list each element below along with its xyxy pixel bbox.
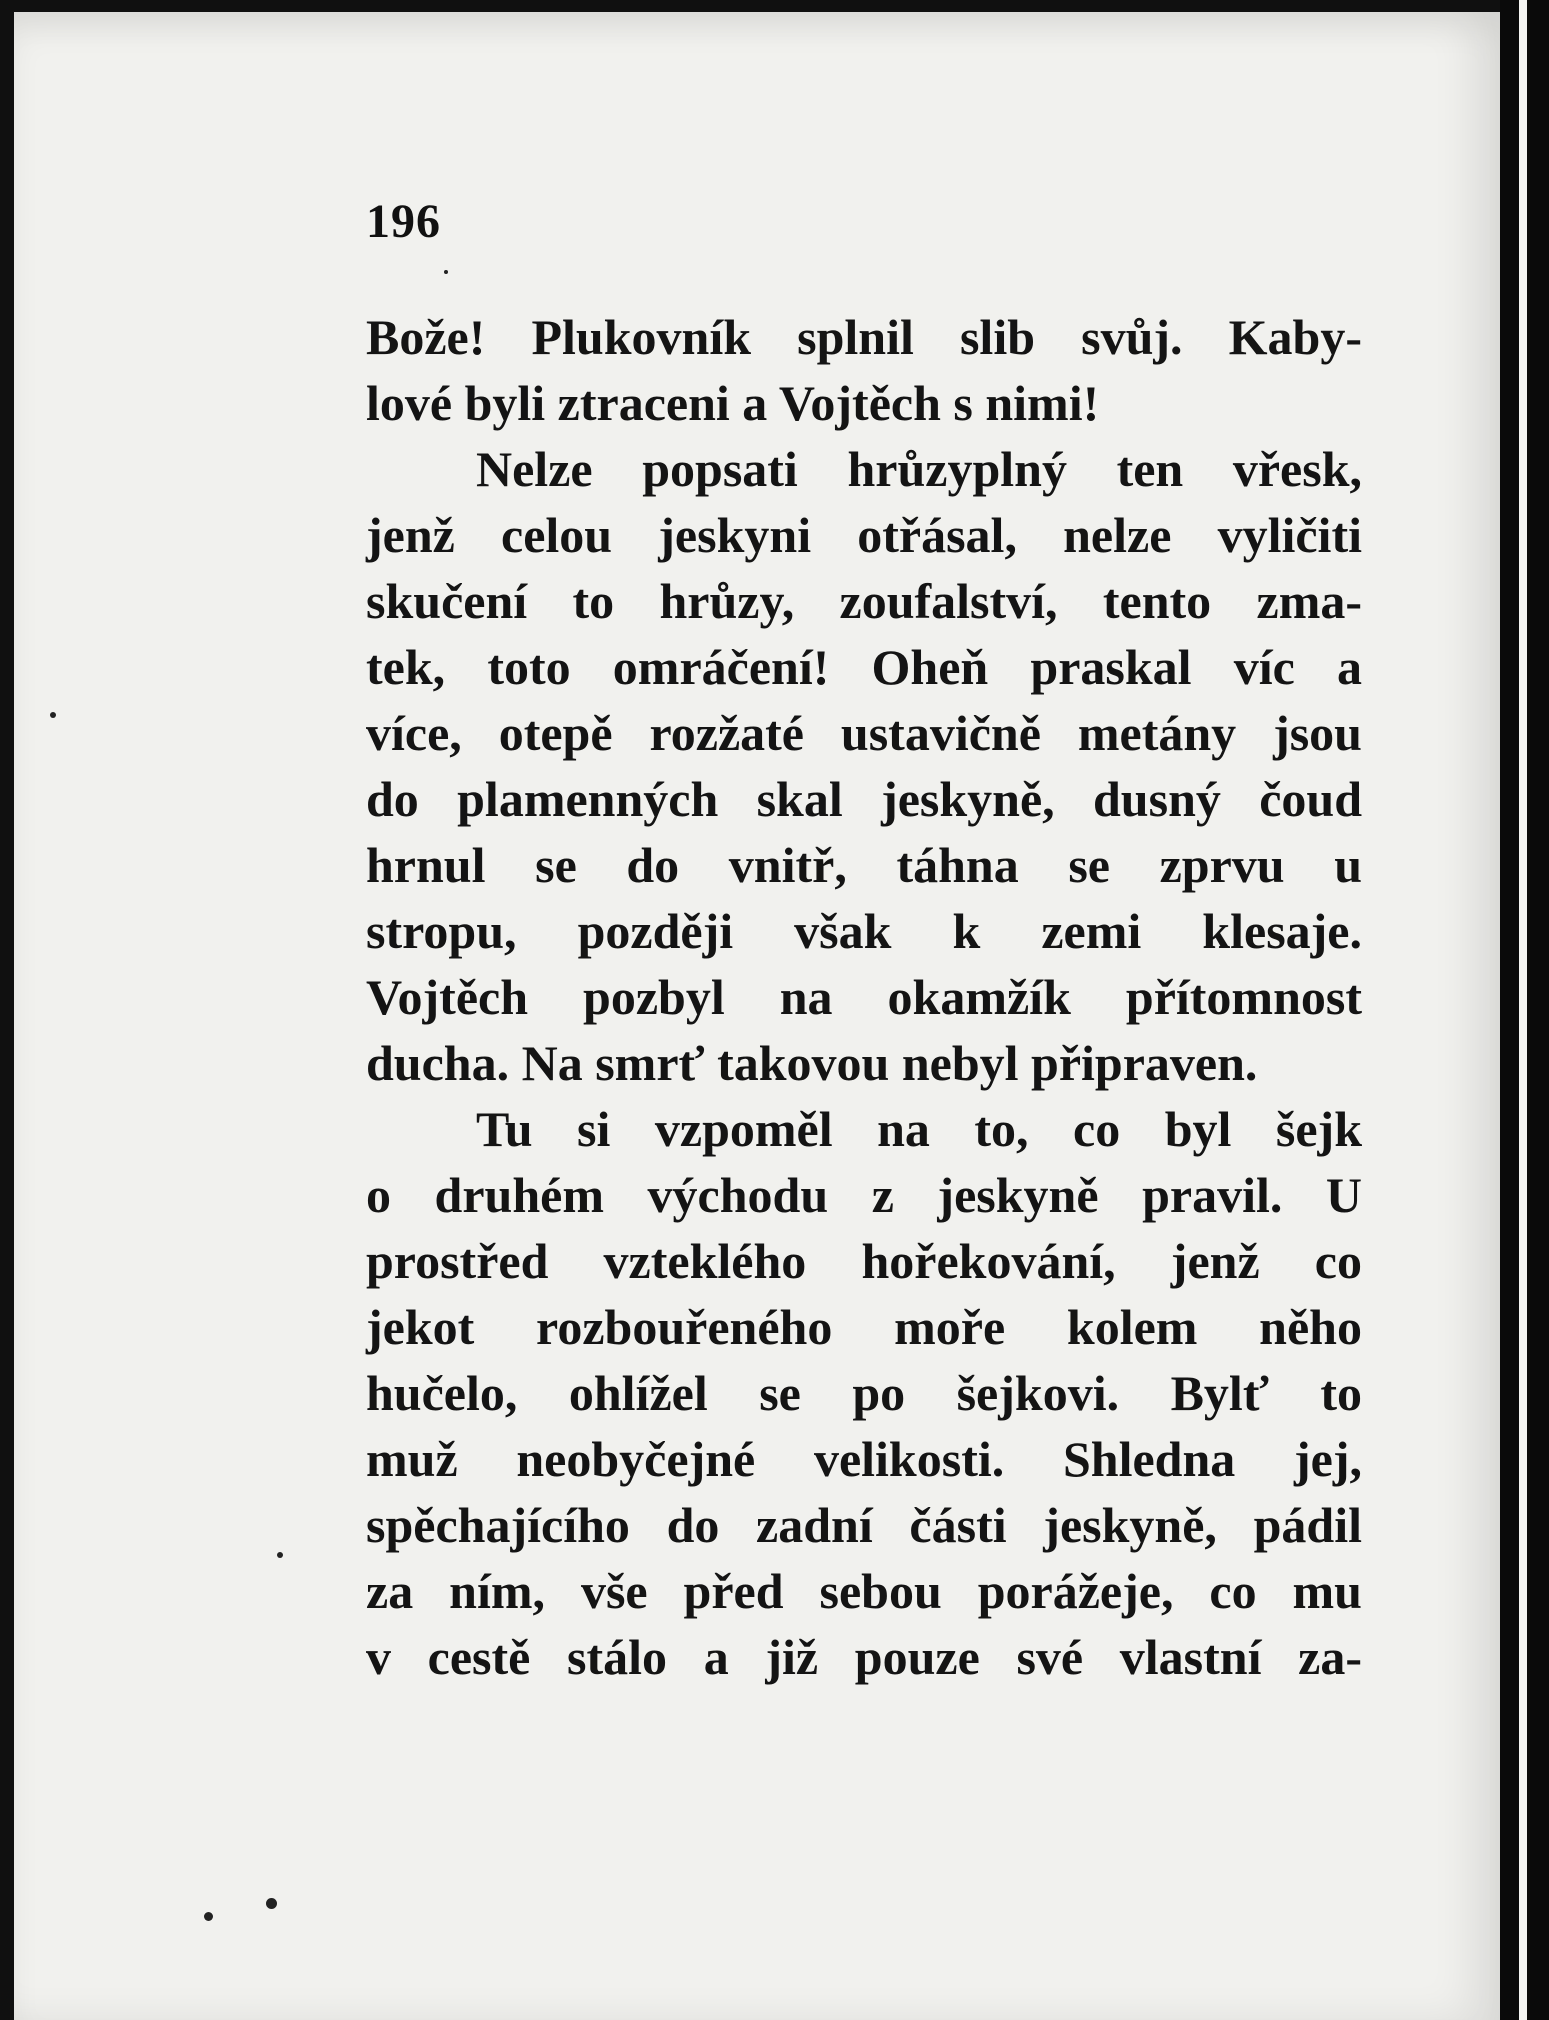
text-line: ducha. Na smrť takovou nebyl připraven.: [366, 1035, 1258, 1091]
text-line: stropu, později však k zemi klesaje.: [366, 903, 1362, 959]
text-line: prostřed vzteklého hořekování, jenž co: [366, 1233, 1362, 1289]
text-line: skučení to hrůzy, zoufalství, tento zma-: [366, 573, 1362, 629]
text-line: Tu si vzpoměl na to, co byl šejk: [476, 1101, 1362, 1157]
text-line: do plamenných skal jeskyně, dusný čoud: [366, 771, 1362, 827]
text-line: Bože! Plukovník splnil slib svůj. Kaby-: [366, 309, 1362, 365]
text-line: jenž celou jeskyni otřásal, nelze vyličiti: [366, 507, 1362, 563]
ink-speck: [277, 1552, 283, 1558]
book-page: [14, 12, 1500, 2020]
text-line: více, otepě rozžaté ustavičně metány jsou: [366, 705, 1362, 761]
text-line: hučelo, ohlížel se po šejkovi. Bylť to: [366, 1365, 1362, 1421]
ink-speck: [50, 712, 56, 718]
text-line: v cestě stálo a již pouze své vlastní za-: [366, 1629, 1362, 1685]
adjacent-page-edge: [1519, 0, 1527, 2020]
page-body-text: [366, 304, 1362, 1690]
text-line: muž neobyčejné velikosti. Shledna jej,: [366, 1431, 1362, 1487]
page-number: 196: [366, 195, 441, 248]
text-line: Vojtěch pozbyl na okamžík přítomnost: [366, 969, 1362, 1025]
ink-speck: [266, 1898, 277, 1909]
text-line: o druhém východu z jeskyně pravil. U: [366, 1167, 1362, 1223]
text-line: hrnul se do vnitř, táhna se zprvu u: [366, 837, 1362, 893]
ink-speck: [204, 1912, 213, 1921]
text-line: za ním, vše před sebou porážeje, co mu: [366, 1563, 1362, 1619]
text-line: tek, toto omráčení! Oheň praskal víc a: [366, 639, 1362, 695]
ink-speck: [444, 270, 448, 274]
text-line: Nelze popsati hrůzyplný ten vřesk,: [476, 441, 1362, 497]
text-line: spěchajícího do zadní části jeskyně, pádil: [366, 1497, 1362, 1553]
text-line: jekot rozbouřeného moře kolem něho: [366, 1299, 1362, 1355]
text-line: lové byli ztraceni a Vojtěch s nimi!: [366, 375, 1100, 431]
